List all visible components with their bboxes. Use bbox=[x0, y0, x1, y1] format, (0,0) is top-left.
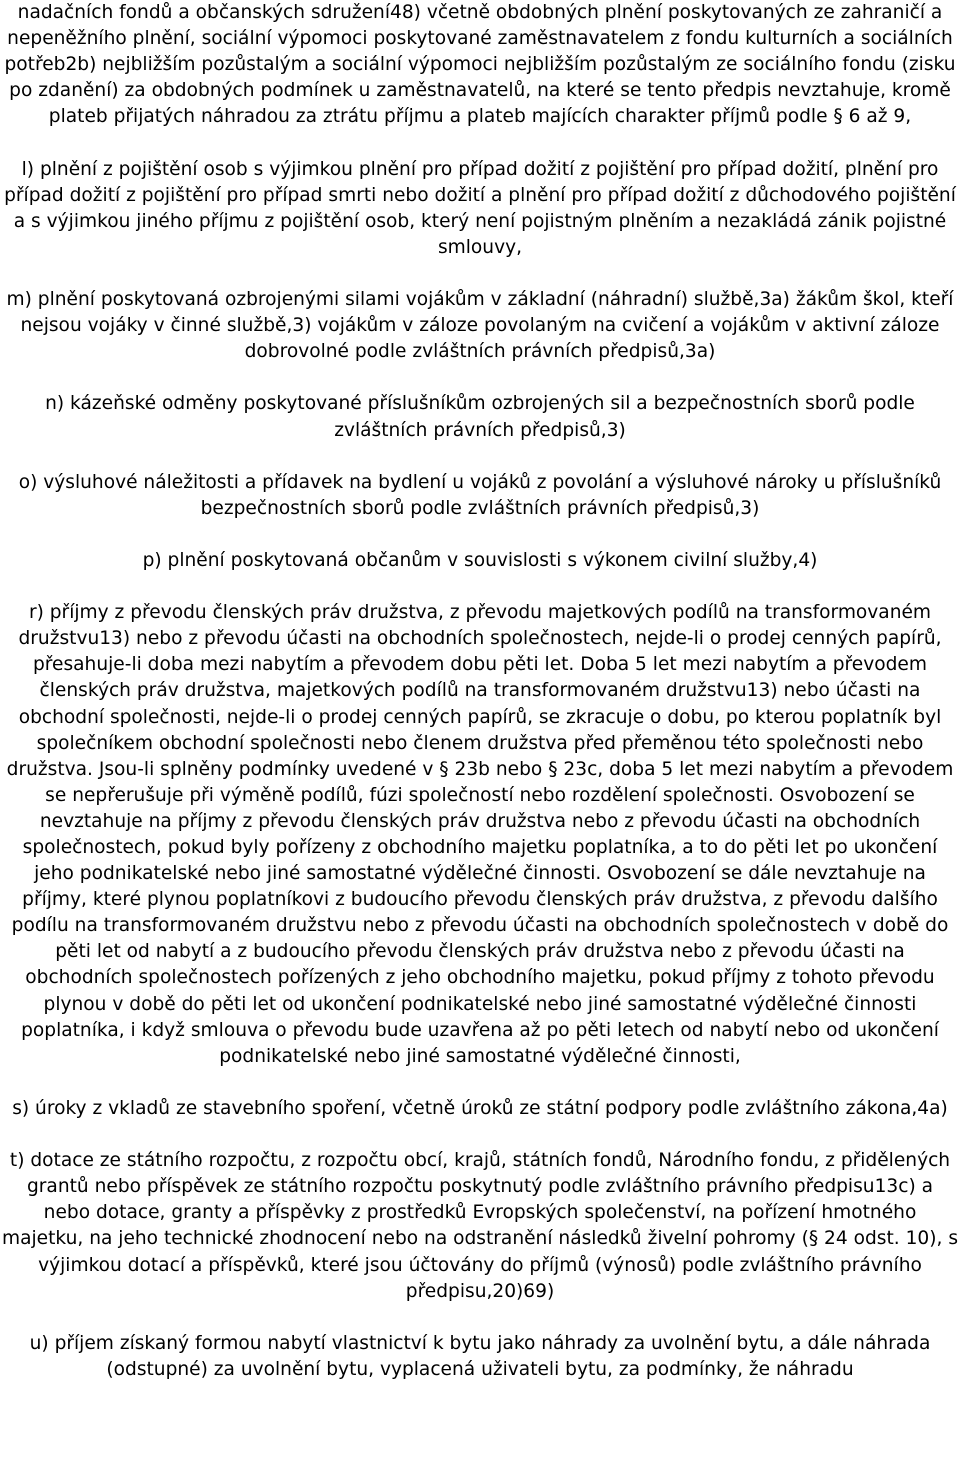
paragraph-item-l: l) plnění z pojištění osob s výjimkou plnění pro případ dožití z pojištění pro případ dožití, plnění pro případ dožití z pojištění pro případ smrti nebo dožití a plnění pro případ dožití z důchodového pojištění a s výjimkou jiného příjmu z pojištění osob, který není pojistným plněním a nezakládá zánik pojistné smlouvy, bbox=[4, 158, 956, 258]
paragraph-k-continuation: nadačních fondů a občanských sdružení48) včetně obdobných plnění poskytovaných ze zahraničí a nepeněžního plnění, sociální výpomoci poskytované zaměstnavatelem z fondu kulturních a sociálních potřeb2b) nejbližším pozůstalým a sociální výpomoci nejbližším pozůstalým ze sociálního fondu (zisku po zdanění) za obdobných podmínek u zaměstnavatelů, na které se tento předpis nevztahuje, kromě plateb přijatých náhradou za ztrátu příjmu a plateb majících charakter příjmů podle § 6 až 9, bbox=[4, 2, 956, 128]
paragraph-item-r: r) příjmy z převodu členských práv družstva, z převodu majetkových podílů na transformovaném družstvu13) nebo z převodu účasti na obchodních společnostech, nejde-li o prodej cenných papírů, přesahuje-li doba mezi nabytím a převodem dobu pěti let. Doba 5 let mezi nabytím a převodem členských práv družstva, majetkových podílů na transformovaném družstvu13) nebo účasti na obchodní společnosti, nejde-li o prodej cenných papírů, se zkracuje o dobu, po kterou poplatník byl společníkem obchodní společnosti nebo členem družstva před přeměnou této společnosti nebo družstva. Jsou-li splněny podmínky uvedené v § 23b nebo § 23c, doba 5 let mezi nabytím a převodem se nepřerušuje při výměně podílů, fúzi společností nebo rozdělení společnosti. Osvobození se nevztahuje na příjmy z převodu členských práv družstva nebo z převodu účasti na obchodních společnostech, pokud byly pořízeny z obchodního majetku poplatníka, a to do pěti let po ukončení jeho podnikatelské nebo jiné samostatné výdělečné činnosti. Osvobození se dále nevztahuje na příjmy, které plynou poplatníkovi z budoucího převodu členských práv družstva, z převodu dalšího podílu na transformovaném družstvu nebo z převodu účasti na obchodních společnostech v době do pěti let od nabytí a z budoucího převodu členských práv družstva nebo z převodu účasti na obchodních společnostech pořízených z jeho obchodního majetku, pokud příjmy z tohoto převodu plynou v době do pěti let od ukončení podnikatelské nebo jiné samostatné výdělečné činnosti poplatníka, i když smlouva o převodu bude uzavřena až po pěti letech od nabytí nebo od ukončení podnikatelské nebo jiné samostatné výdělečné činnosti, bbox=[6, 602, 954, 1067]
paragraph-gap bbox=[0, 365, 960, 391]
paragraph-gap bbox=[0, 522, 960, 548]
paragraph-gap bbox=[0, 574, 960, 600]
paragraph-gap bbox=[0, 1070, 960, 1096]
paragraph-item-p: p) plnění poskytovaná občanům v souvislosti s výkonem civilní služby,4) bbox=[142, 549, 818, 571]
paragraph-item-n: n) kázeňské odměny poskytované příslušníkům ozbrojených sil a bezpečnostních sborů podle zvláštních právních předpisů,3) bbox=[45, 393, 915, 441]
paragraph-item-u: u) příjem získaný formou nabytí vlastnictví k bytu jako náhrady za uvolnění bytu, a dále náhrada (odstupné) za uvolnění bytu, vyplacená uživateli bytu, za podmínky, že náhradu bbox=[29, 1332, 931, 1380]
paragraph-gap bbox=[0, 261, 960, 287]
paragraph-item-o: o) výsluhové náležitosti a přídavek na bydlení u vojáků z povolání a výsluhové nároky u příslušníků bezpečnostních sborů podle zvláštních právních předpisů,3) bbox=[18, 471, 942, 519]
paragraph-gap bbox=[0, 1122, 960, 1148]
paragraph-gap bbox=[0, 1305, 960, 1331]
paragraph-gap bbox=[0, 444, 960, 470]
paragraph-gap bbox=[0, 130, 960, 156]
paragraph-item-t: t) dotace ze státního rozpočtu, z rozpočtu obcí, krajů, státních fondů, Národního fondu, z přidělených grantů nebo příspěvek ze státního rozpočtu poskytnutý podle zvláštního právního předpisu13c) a nebo dotace, granty a příspěvky z prostředků Evropských společenství, na pořízení hmotného majetku, na jeho technické zhodnocení nebo na odstranění následků živelní pohromy (§ 24 odst. 10), s výjimkou dotací a příspěvků, které jsou účtovány do příjmů (výnosů) podle zvláštního právního předpisu,20)69) bbox=[1, 1150, 959, 1302]
paragraph-item-s: s) úroky z vkladů ze stavebního spoření, včetně úroků ze státní podpory podle zvláštního zákona,4a) bbox=[12, 1097, 948, 1119]
paragraph-item-m: m) plnění poskytovaná ozbrojenými silami vojákům v základní (náhradní) službě,3a) žákům škol, kteří nejsou vojáky v činné službě,3) vojákům v záloze povolaným na cvičení a vojákům v aktivní záloze dobrovolné podle zvláštních právních předpisů,3a) bbox=[6, 289, 954, 363]
